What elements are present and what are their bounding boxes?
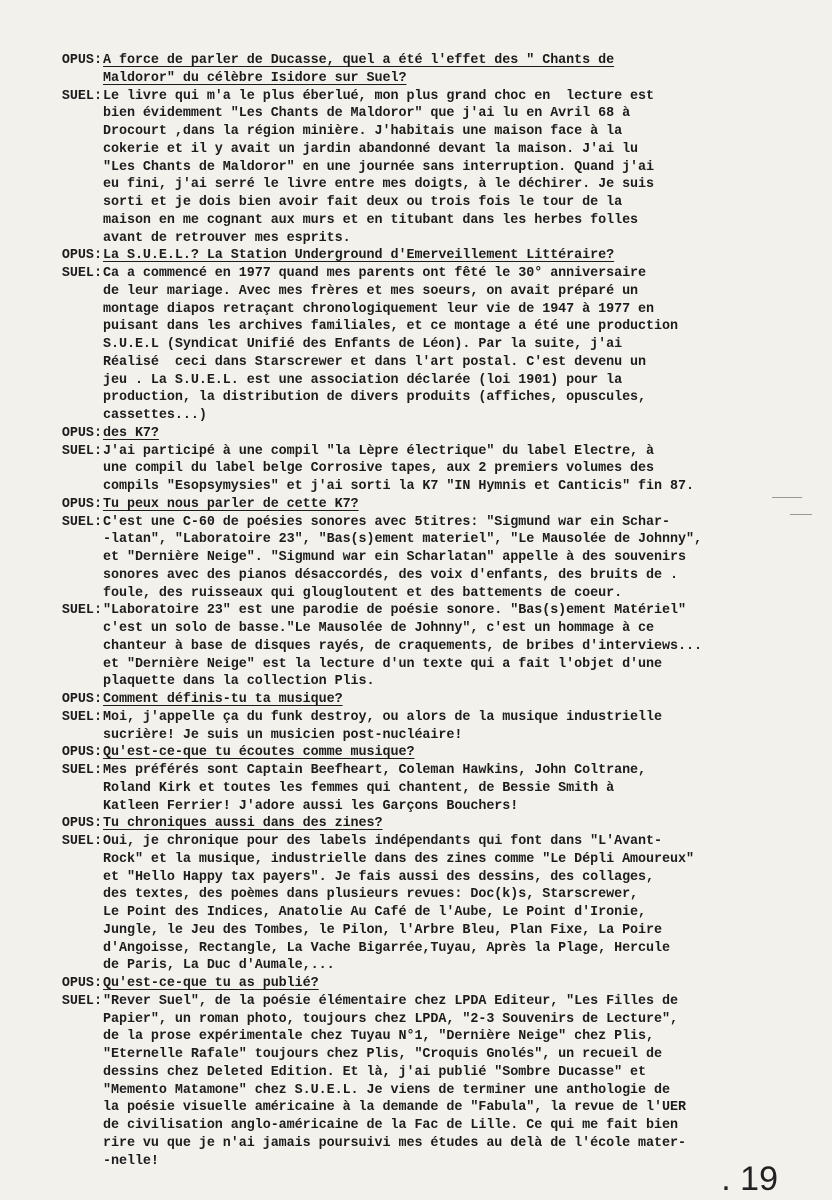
text-line: jeu . La S.U.E.L. est une association déclarée (loi 1901) pour la [103, 372, 623, 388]
text-line: de leur mariage. Avec mes frères et mes soeurs, on avait préparé un [103, 283, 639, 299]
text-line: rire vu que je n'ai jamais poursuivi mes études au delà de l'école mater- [103, 1135, 686, 1151]
text-line: Réalisé ceci dans Starscrewer et dans l'art postal. C'est devenu un [103, 354, 647, 370]
text-line: Maldoror" du célèbre Isidore sur Suel? [103, 70, 407, 86]
text-line: Qu'est-ce-que tu écoutes comme musique? [103, 745, 415, 761]
text-line: Oui, je chronique pour des labels indépendants qui font dans "L'Avant- [103, 834, 662, 849]
text-line: foule, des ruisseaux qui glougloutent et des battements de coeur. [103, 585, 623, 601]
speaker-label: OPUS: [61, 425, 102, 441]
text-line: Ca a commencé en 1977 quand mes parents ont fêté le 30° anniversaire [103, 266, 647, 281]
text-line: Drocourt ,dans la région minière. J'habitais une maison face à la [103, 124, 623, 139]
text-line: "Les Chants de Maldoror" en une journée sans interruption. Quand j'ai [103, 159, 655, 175]
text-line: sonores avec des pianos désaccordés, des voix d'enfants, des bruits de . [103, 567, 678, 583]
margin-dash [772, 497, 802, 498]
text-line: Katleen Ferrier! J'adore aussi les Garçons Bouchers! [103, 798, 519, 814]
text-line: plaquette dans la collection Plis. [103, 674, 375, 690]
text-line: avant de retrouver mes esprits. [103, 230, 351, 246]
text-line: et "Hello Happy tax payers". Je fais aussi des dessins, des collages, [103, 869, 655, 885]
text-line: et "Dernière Neige" est la lecture d'un texte qui a fait l'objet d'une [103, 656, 662, 672]
text-line: maison en me cognant aux murs et en titubant dans les herbes folles [103, 212, 639, 228]
speaker-label: SUEL: [61, 763, 102, 778]
speaker-label: OPUS: [61, 976, 102, 991]
margin-dash [790, 514, 812, 515]
speaker-label: OPUS: [61, 692, 102, 707]
text-line: compils "Esopsymysies" et j'ai sorti la K7 "IN Hymnis et Canticis" fin 87. [103, 479, 694, 494]
speaker-label: OPUS: [61, 816, 102, 832]
text-line: sorti et je dois bien avoir fait deux ou trois fois le tour de la [103, 195, 623, 210]
text-line: chanteur à base de disques rayés, de craquements, de bribes d'interviews... [103, 638, 702, 654]
text-line: C'est une C-60 de poésies sonores avec 5titres: "Sigmund war ein Schar- [103, 514, 670, 530]
text-line: Papier", un roman photo, toujours chez LPDA, "2-3 Souvenirs de Lecture", [103, 1011, 678, 1027]
text-line: c'est un solo de basse."Le Mausolée de Johnny", c'est un hommage à ce [103, 621, 655, 636]
speaker-label: SUEL: [61, 443, 102, 459]
text-line: cassettes...) [103, 408, 207, 423]
text-line: "Laboratoire 23" est une parodie de poésie sonore. "Bas(s)ement Matériel" [103, 603, 686, 619]
text-line: S.U.E.L (Syndicat Unifié des Enfants de Léon). Par la suite, j'ai [103, 337, 623, 352]
page-number: . 19 [721, 1160, 778, 1198]
text-line: Le livre qui m'a le plus éberlué, mon plus grand choc en lecture est [103, 88, 655, 104]
text-line: "Memento Matamone" chez S.U.E.L. Je viens de terminer une anthologie de [103, 1082, 670, 1098]
text-line: "Rever Suel", de la poésie élémentaire chez LPDA Editeur, "Les Filles de [103, 993, 678, 1009]
text-line: Rock" et la musique, industrielle dans des zines comme "Le Dépli Amoureux" [103, 851, 694, 867]
text-line: d'Angoisse, Rectangle, La Vache Bigarrée,Tuyau, Après la Plage, Hercule [103, 940, 670, 956]
speaker-label: OPUS: [61, 53, 102, 68]
text-line: -nelle! [103, 1153, 159, 1169]
text-line: Mes préférés sont Captain Beefheart, Coleman Hawkins, John Coltrane, [103, 763, 647, 778]
speaker-label: SUEL: [61, 993, 102, 1009]
text-line: "Eternelle Rafale" toujours chez Plis, "Croquis Gnolés", un recueil de [103, 1047, 662, 1062]
text-line: des textes, des poèmes dans plusieurs revues: Doc(k)s, Starscrewer, [103, 887, 639, 903]
text-line: A force de parler de Ducasse, quel a été l'effet des " Chants de [103, 53, 615, 68]
text-line: eu fini, j'ai serré le livre entre mes doigts, à le déchirer. Je suis [103, 177, 655, 193]
text-line: Tu peux nous parler de cette K7? [103, 496, 359, 512]
speaker-label: OPUS: [61, 745, 102, 761]
text-line: Moi, j'appelle ça du funk destroy, ou alors de la musique industrielle [103, 709, 662, 725]
text-line: et "Dernière Neige". "Sigmund war ein Scharlatan" appelle à des souvenirs [103, 550, 686, 565]
text-line: Tu chroniques aussi dans des zines? [103, 816, 383, 832]
text-line: cokerie et il y avait un jardin abandonné devant la maison. J'ai lu [103, 141, 639, 157]
speaker-label: SUEL: [61, 88, 102, 104]
speaker-label: SUEL: [61, 834, 102, 849]
text-line: Qu'est-ce-que tu as publié? [103, 976, 319, 991]
text-line: production, la distribution de divers produits (affiches, opuscules, [103, 390, 647, 406]
text-line: de Paris, La Duc d'Aumale,... [103, 958, 335, 974]
text-line: dessins chez Deleted Edition. Et là, j'ai publié "Sombre Ducasse" et [103, 1064, 647, 1080]
text-line: sucrière! Je suis un musicien post-nucléaire! [103, 727, 463, 743]
text-line: de civilisation anglo-américaine de la Fac de Lille. Ce qui me fait bien [103, 1118, 678, 1133]
text-line: -latan", "Laboratoire 23", "Bas(s)ement materiel", "Le Mausolée de Johnny", [103, 532, 702, 548]
speaker-label: OPUS: [61, 248, 102, 264]
text-line: Le Point des Indices, Anatolie Au Café de l'Aube, Le Point d'Ironie, [103, 905, 647, 920]
text-line: montage diapos retraçant chronologiquement leur vie de 1947 à 1977 en [103, 301, 655, 317]
speaker-label: SUEL: [61, 514, 102, 530]
text-line: Roland Kirk et toutes les femmes qui chantent, de Bessie Smith à [103, 780, 615, 796]
text-line: une compil du label belge Corrosive tapes, aux 2 premiers volumes des [103, 461, 655, 477]
speaker-label: SUEL: [61, 603, 102, 619]
speaker-label: OPUS: [61, 496, 102, 512]
text-line: Comment définis-tu ta musique? [103, 692, 343, 707]
text-line: de la prose expérimentale chez Tuyau N°1, "Dernière Neige" chez Plis, [103, 1029, 655, 1045]
text-line: bien évidemment "Les Chants de Maldoror" que j'ai lu en Avril 68 à [103, 106, 631, 122]
speaker-label: SUEL: [61, 709, 102, 725]
text-line: La S.U.E.L.? La Station Underground d'Emerveillement Littéraire? [103, 248, 615, 264]
text-line: la poésie visuelle américaine à la demande de "Fabula", la revue de l'UER [103, 1100, 686, 1116]
text-line: J'ai participé à une compil "la Lèpre électrique" du label Electre, à [103, 443, 655, 459]
text-line: des K7? [103, 425, 159, 441]
text-line: Jungle, le Jeu des Tombes, le Pilon, l'Arbre Bleu, Plan Fixe, La Poire [103, 922, 662, 938]
text-line: puisant dans les archives familiales, et ce montage a été une production [103, 319, 678, 335]
speaker-label: SUEL: [61, 266, 102, 281]
